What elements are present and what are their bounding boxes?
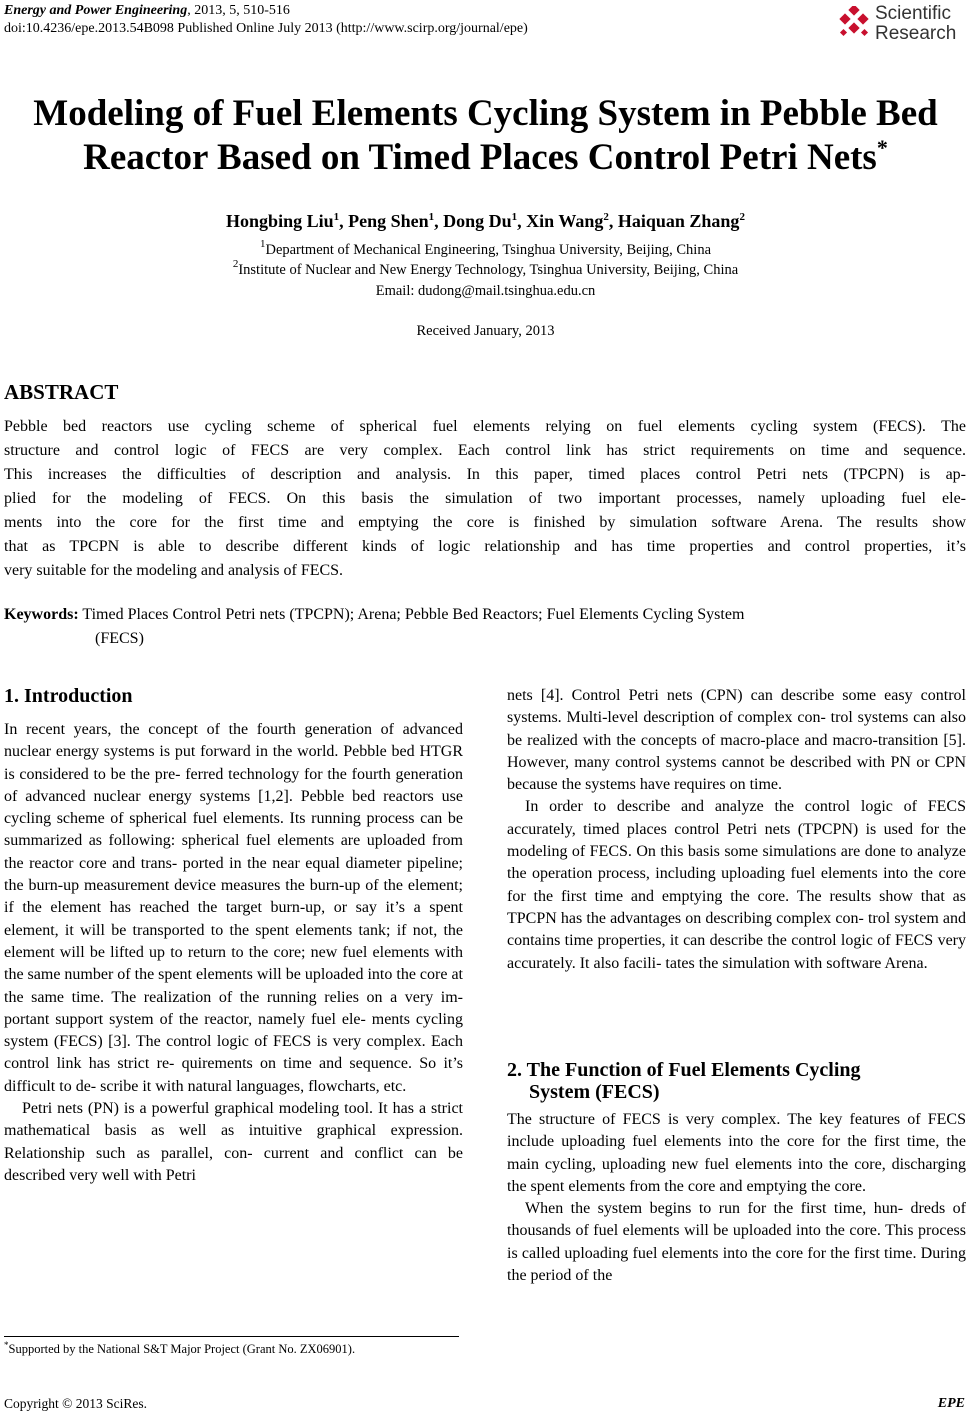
keywords-label: Keywords: xyxy=(4,606,79,623)
received-date: Received January, 2013 xyxy=(416,323,555,339)
author-separator: , xyxy=(434,211,444,231)
author-name: Xin Wang xyxy=(526,211,604,231)
abstract-line: ments into the core for the first time and emptying the core is finished by simulation software Arena. The results show xyxy=(4,514,966,531)
intro-paragraph-3: nets [4]. Control Petri nets (CPN) can describe some easy control systems. Multi-level description of complex con- trol systems can also be realized with the concepts of macro-place and macro-transition [5]. However, many control systems cannot be described with PN or CPN because the systems have requires on time. xyxy=(507,687,966,794)
section-1-heading: 1. Introduction xyxy=(4,685,133,707)
author-affiliation-mark: 1 xyxy=(333,211,340,223)
footnote-mark: * xyxy=(4,1340,9,1350)
publisher-name-line2: Research xyxy=(875,23,957,44)
author-affiliation-mark: 1 xyxy=(428,211,435,223)
abstract-line: that as TPCPN is able to describe different kinds of logic relationship and has time properties and control properties, it’s xyxy=(4,538,966,555)
scirp-mark-icon xyxy=(837,6,871,40)
abstract-body xyxy=(4,415,966,583)
copyright-notice: Copyright © 2013 SciRes. xyxy=(4,1396,148,1411)
publisher-logo xyxy=(837,2,967,46)
publisher-name-line1: Scientific xyxy=(875,3,952,24)
left-column xyxy=(4,719,463,1187)
journal-citation: , 2013, 5, 510-516 xyxy=(187,3,290,18)
author-affiliation-mark: 1 xyxy=(511,211,518,223)
affiliation-2-text: Institute of Nuclear and New Energy Technology, Tsinghua University, Beijing, China xyxy=(238,262,739,278)
abstract-heading: ABSTRACT xyxy=(4,380,119,404)
affiliation-1-text: Department of Mechanical Engineering, Tsinghua University, Beijing, China xyxy=(265,242,712,258)
title-line-2: Reactor Based on Timed Places Control Petri Nets xyxy=(83,137,877,178)
author-list xyxy=(0,210,971,232)
footnote-rule xyxy=(4,1336,459,1337)
abstract-line: Pebble bed reactors use cycling scheme of spherical fuel elements relying on fuel elements cycling system (FECS). The xyxy=(4,418,966,435)
keywords-line-1: Timed Places Control Petri nets (TPCPN); Arena; Pebble Bed Reactors; Fuel Elements Cycling System xyxy=(78,606,745,623)
right-column xyxy=(507,685,966,975)
keywords xyxy=(4,603,966,651)
section-2-heading-line-1: 2. The Function of Fuel Elements Cycling xyxy=(507,1059,861,1081)
footnote xyxy=(4,1341,355,1357)
author-name: Peng Shen xyxy=(348,211,429,231)
journal-name: Energy and Power Engineering xyxy=(4,3,188,18)
author-name: Dong Du xyxy=(443,211,512,231)
paper-title xyxy=(0,92,971,180)
affiliation-1 xyxy=(0,238,971,259)
affiliation-2-number: 2 xyxy=(232,258,239,270)
author-name: Hongbing Liu xyxy=(226,211,334,231)
title-line-1: Modeling of Fuel Elements Cycling System in Pebble Bed xyxy=(33,93,938,134)
author-separator: , xyxy=(339,211,349,231)
running-header xyxy=(4,2,528,38)
journal-abbreviation: EPE xyxy=(937,1396,965,1411)
keywords-line-2: (FECS) xyxy=(95,630,144,647)
author-affiliation-mark: 2 xyxy=(603,211,609,223)
abstract-line: structure and control logic of FECS are very complex. Each control link has strict requirements on time and sequence. xyxy=(4,442,966,459)
abstract-line: plied for the modeling of FECS. On this basis the simulation of two important processes, namely uploading fuel ele- xyxy=(4,490,966,507)
section-2-heading-line-2: System (FECS) xyxy=(529,1081,660,1103)
intro-paragraph-4: In order to describe and analyze the control logic of FECS accurately, timed places control Petri nets (TPCPN) is used for the modeling of FECS. On this basis some simulations are done to analyze the operation process, including uploading fuel elements into the core for the first time and emptying the core. The results show that as TPCPN has the advantages on describing complex con- trol system and contains time properties, it can describe the control logic of FECS very accurately. It also facili- tates the simulation with software Arena. xyxy=(507,798,966,972)
doi-line: doi:10.4236/epe.2013.54B098 Published Online July 2013 (http://www.scirp.org/journal/epe) xyxy=(4,21,528,36)
abstract-line: This increases the difficulties of description and analysis. In this paper, timed places control Petri nets (TPCPN) is ap- xyxy=(4,466,966,483)
abstract-line: very suitable for the modeling and analysis of FECS. xyxy=(4,562,344,579)
author-separator: , xyxy=(608,211,618,231)
intro-paragraph-2: Petri nets (PN) is a powerful graphical modeling tool. It has a strict mathematical basis as well as intuitive graphical expression. Relationship such as parallel, con- current and conflict can be described very well with Petri xyxy=(4,1100,463,1184)
affiliation-2 xyxy=(0,258,971,279)
section-2-heading xyxy=(507,1059,861,1103)
fecs-paragraph-2: When the system begins to run for the first time, hun- dreds of thousands of fuel elements will be uploaded into the core. This process is called uploading fuel elements into the core for the first time. During the period of the xyxy=(507,1200,966,1285)
fecs-paragraph-1: The structure of FECS is very complex. The key features of FECS include uploading fuel elements into the core for the first time, the main cycling, uploading new fuel elements into the core, discharging the spent elements from the core and emptying the core. xyxy=(507,1111,966,1195)
author-name: Haiquan Zhang xyxy=(617,211,740,231)
author-affiliation-mark: 2 xyxy=(739,211,745,223)
affiliation-1-number: 1 xyxy=(259,238,266,250)
intro-paragraph-1: In recent years, the concept of the fourth generation of advanced nuclear energy systems is put forward in the world. Pebble bed HTGR is considered to be the pre- ferred technology for the fourth generation of advanced nuclear energy systems [1,2]. Pebble bed reactors use cycling scheme of spherical fuel elements. Its running process can be summarized as following: spherical fuel elements are uploaded from the reactor core and trans- ported in the near equal diameter pipeline; the burn-up measurement device measures the burn-up of the element; if the element has reached the target burn-up, or say it’s a spent element, it will be transported to the spent elements tank; if not, the element will be lifted up to return to the core; new fuel elements with the same number of the spent elements will be uploaded into the core at the same time. The realization of the running relies on a very im- portant support system of the reactor, namely fuel ele- ments cycling system (FECS) [3]. The control logic of FECS is very complex. Each control link has strict re- quirements on time and sequence. So it’s difficult to de- scribe it with natural languages, flowcharts, etc. xyxy=(4,721,463,1095)
footnote-text: Supported by the National S&T Major Project (Grant No. ZX06901). xyxy=(8,1342,356,1356)
author-email: Email: dudong@mail.tsinghua.edu.cn xyxy=(375,283,596,299)
section-2-body xyxy=(507,1109,966,1287)
author-separator: , xyxy=(517,211,527,231)
title-footnote-mark: * xyxy=(876,135,888,160)
